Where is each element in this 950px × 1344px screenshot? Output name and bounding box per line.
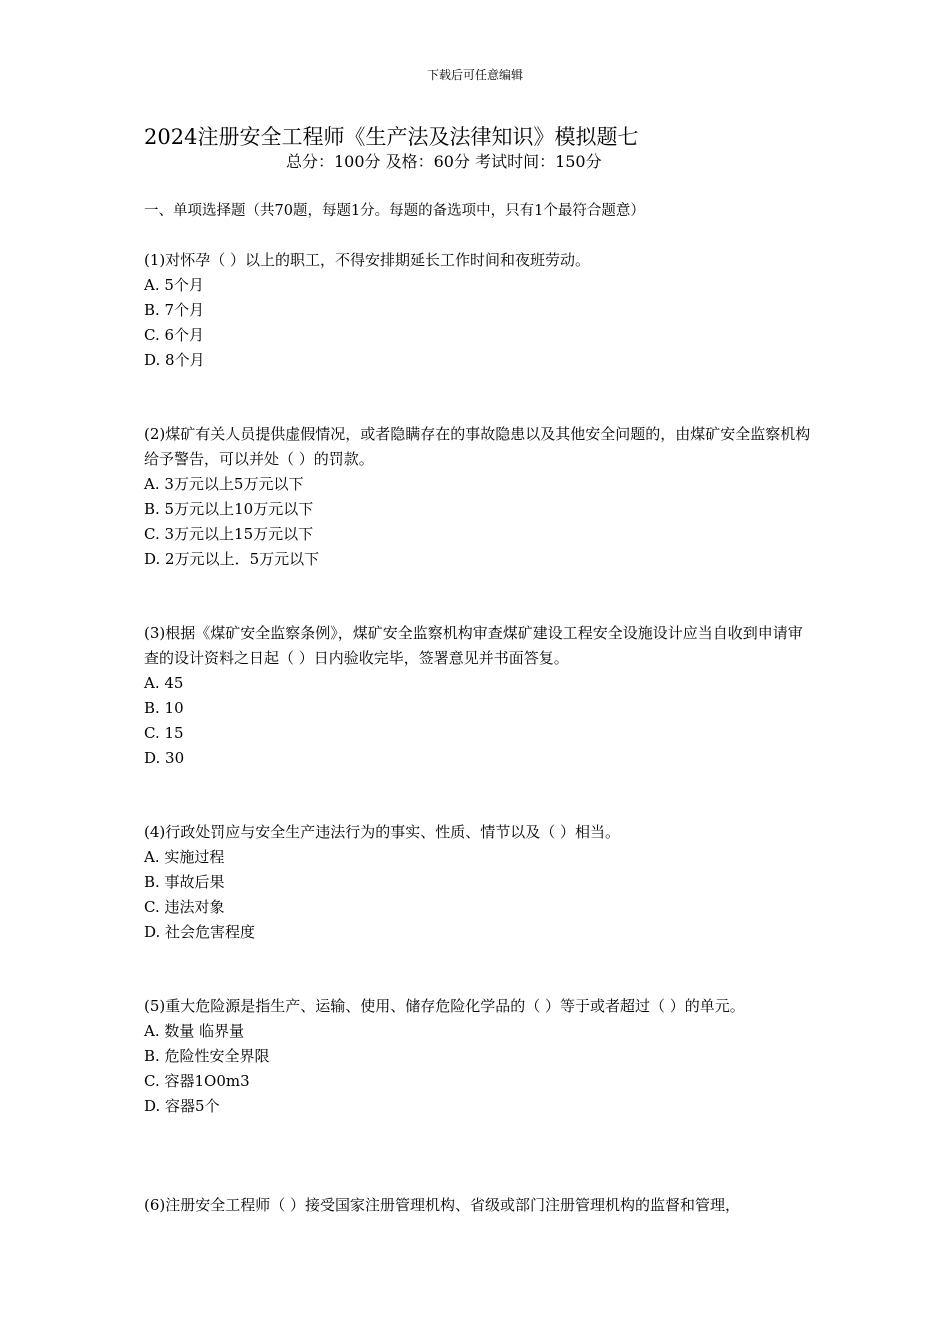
question-2 [144,422,814,572]
answer-option-d: D. 30 [144,749,185,767]
question-4 [144,820,814,945]
answer-option-d: D. 8个月 [144,351,205,369]
exam-info-line: 总分：100分 及格：60分 考试时间：150分 [286,152,602,171]
answer-option-d: D. 容器5个 [144,1097,220,1115]
question-3 [144,621,814,771]
answer-option-c: C. 6个月 [144,326,205,344]
question-5 [144,994,814,1119]
question-stem: (3)根据《煤矿安全监察条例》，煤矿安全监察机构审查煤矿建设工程安全设施设计应当自收到申请审查的设计资料之日起（ ）日内验收完毕，签署意见并书面答复。 [144,624,803,667]
question-stem: (5)重大危险源是指生产、运输、使用、储存危险化学品的（ ）等于或者超过（ ）的单元。 [144,997,745,1015]
question-6 [144,1193,814,1218]
answer-option-d: D. 社会危害程度 [144,923,256,941]
answer-option-a: A. 实施过程 [144,848,225,866]
answer-option-a: A. 45 [144,674,184,692]
question-1 [144,248,814,373]
answer-option-c: C. 3万元以上15万元以下 [144,525,314,543]
answer-option-b: B. 5万元以上10万元以下 [144,500,314,518]
answer-option-b: B. 事故后果 [144,873,225,891]
page-header-note: 下载后可任意编辑 [426,68,523,82]
question-stem: (4)行政处罚应与安全生产违法行为的事实、性质、情节以及（ ）相当。 [144,823,621,841]
document-title: 2024注册安全工程师《生产法及法律知识》模拟题七 [144,125,639,149]
question-stem: (6)注册安全工程师（ ）接受国家注册管理机构、省级或部门注册管理机构的监督和管理， [144,1196,741,1214]
answer-option-c: C. 容器1O0m3 [144,1072,250,1090]
answer-option-b: B. 7个月 [144,301,205,319]
answer-option-b: B. 10 [144,699,184,717]
answer-option-b: B. 危险性安全界限 [144,1047,270,1065]
question-stem: (1)对怀孕（ ）以上的职工，不得安排期延长工作时间和夜班劳动。 [144,251,591,269]
question-stem: (2)煤矿有关人员提供虚假情况，或者隐瞒存在的事故隐患以及其他安全问题的，由煤矿安全监察机构给予警告，可以并处（ ）的罚款。 [144,425,811,468]
answer-option-a: A. 5个月 [144,276,204,294]
answer-option-c: C. 违法对象 [144,898,225,916]
section-heading: 一、单项选择题（共70题，每题1分。每题的备选项中，只有1个最符合题意） [144,203,645,219]
answer-option-a: A. 3万元以上5万元以下 [144,475,304,493]
answer-option-a: A. 数量 临界量 [144,1022,245,1040]
answer-option-c: C. 15 [144,724,184,742]
answer-option-d: D. 2万元以上．5万元以下 [144,550,320,568]
